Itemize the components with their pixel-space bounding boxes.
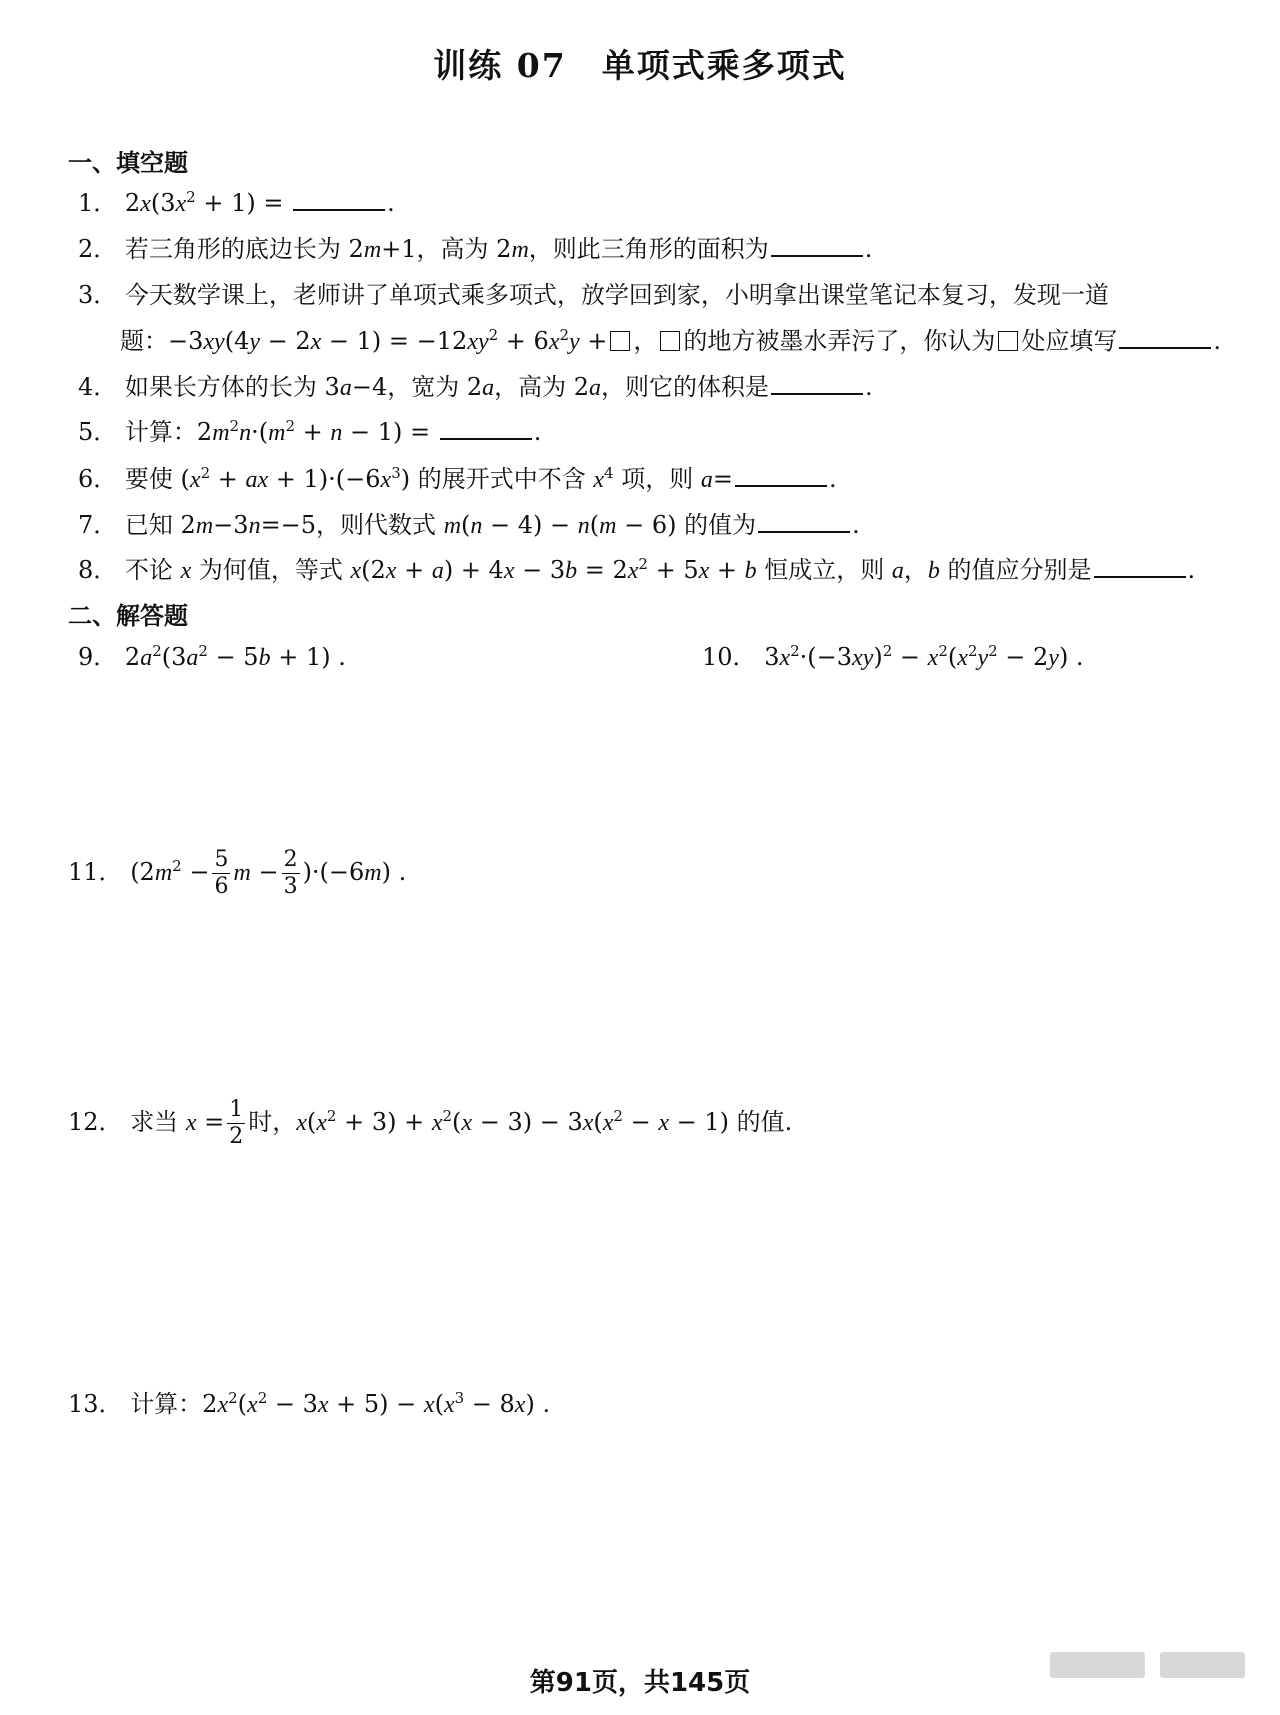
question-text: $2a^2(3a^2 - 5b + 1)$ . (124, 642, 346, 671)
answer-blank (1094, 554, 1186, 578)
question-2 (78, 232, 872, 267)
page-footer: 第91页，共145页 (529, 1668, 751, 1698)
question-4 (78, 370, 873, 405)
question-text: $2x(3x^2 + 1)$ = . (124, 188, 395, 217)
question-1 (78, 186, 395, 221)
question-number: 11． (68, 858, 123, 886)
box-placeholder (610, 331, 630, 351)
answer-blank (771, 233, 863, 257)
question-number: 5． (78, 418, 118, 446)
answer-blank (440, 416, 532, 440)
question-text: ($2m^2$ − $\frac{5}{6}$ m − $\frac{2}{3}$ )·(−6m) . (130, 847, 407, 899)
question-text: 已知 2m−3n=−5，则代数式 m(n − 4) − n(m − 6) 的值为 . (124, 511, 860, 539)
question-number: 10． (702, 643, 757, 671)
question-9 (78, 640, 346, 675)
answer-blank (758, 509, 850, 533)
question-text: 计算：$2x^2(x^2 - 3x + 5) - x(x^3 - 8x)$ . (130, 1389, 551, 1418)
question-3-line-1 (78, 278, 1109, 312)
section-solve: 二、解答题 (68, 602, 188, 630)
answer-blank (735, 463, 827, 487)
question-8 (78, 553, 1195, 588)
page-title: 训练 07 单项式乘多项式 (433, 46, 847, 85)
box-placeholder (660, 331, 680, 351)
question-6 (78, 462, 837, 497)
question-text: 不论 x 为何值，等式 $x(2x + a) + 4x - 3b = 2x^2 + 5x + b$ 恒成立，则 a，b 的值应分别是 . (124, 555, 1196, 584)
question-text: 计算：$2m^2n\cdot(m^2 + n - 1)$ = . (124, 417, 542, 446)
question-number: 2． (78, 235, 118, 263)
question-13 (68, 1387, 550, 1422)
fraction: $\frac{1}{2}$ (229, 1097, 244, 1149)
question-number: 12． (68, 1108, 123, 1136)
question-11 (68, 842, 406, 903)
question-text: 求当 x = $\frac{1}{2}$ 时，$x(x^2 + 3) + x^2(x - 3) - 3x(x^2 - x - 1)$ 的值. (130, 1097, 793, 1149)
question-10 (702, 640, 1084, 675)
answer-blank (293, 187, 385, 211)
question-number: 1． (78, 189, 118, 217)
question-number: 6． (78, 465, 118, 493)
question-number: 3． (78, 281, 118, 309)
question-text: $3x^2\cdot(-3xy)^2 - x^2(x^2y^2 - 2y)$ . (764, 642, 1084, 671)
question-number: 8． (78, 556, 118, 584)
fraction: $\frac{2}{3}$ (283, 847, 298, 899)
question-3-line-2 (120, 324, 1221, 359)
question-number: 4． (78, 373, 118, 401)
section-fill-in: 一、填空题 (68, 149, 188, 177)
box-placeholder (998, 331, 1018, 351)
question-number: 7． (78, 511, 118, 539)
fraction: $\frac{5}{6}$ (214, 847, 229, 899)
question-text: 题：$-3xy(4y - 2x - 1) = -12xy^2 + 6x^2y$ + ， 的地方被墨水弄污了，你认为 处应填写 . (120, 326, 1222, 355)
question-number: 13． (68, 1390, 123, 1418)
question-text: 如果长方体的长为 3a−4，宽为 2a，高为 2a，则它的体积是 . (124, 373, 873, 401)
question-text: 要使 ($x^2$ + ax + $1)\cdot(-6x^3)$ 的展开式中不含 $x^4$ 项，则 a= . (124, 464, 837, 493)
question-text: 若三角形的底边长为 2m+1，高为 2m，则此三角形的面积为 . (124, 235, 873, 263)
answer-blank (1119, 325, 1211, 349)
question-12 (68, 1092, 792, 1153)
question-7 (78, 508, 860, 543)
question-5 (78, 415, 541, 450)
answer-blank (771, 371, 863, 395)
question-number: 9． (78, 643, 118, 671)
question-text: 今天数学课上，老师讲了单项式乘多项式，放学回到家，小明拿出课堂笔记本复习，发现一道 (124, 281, 1109, 309)
